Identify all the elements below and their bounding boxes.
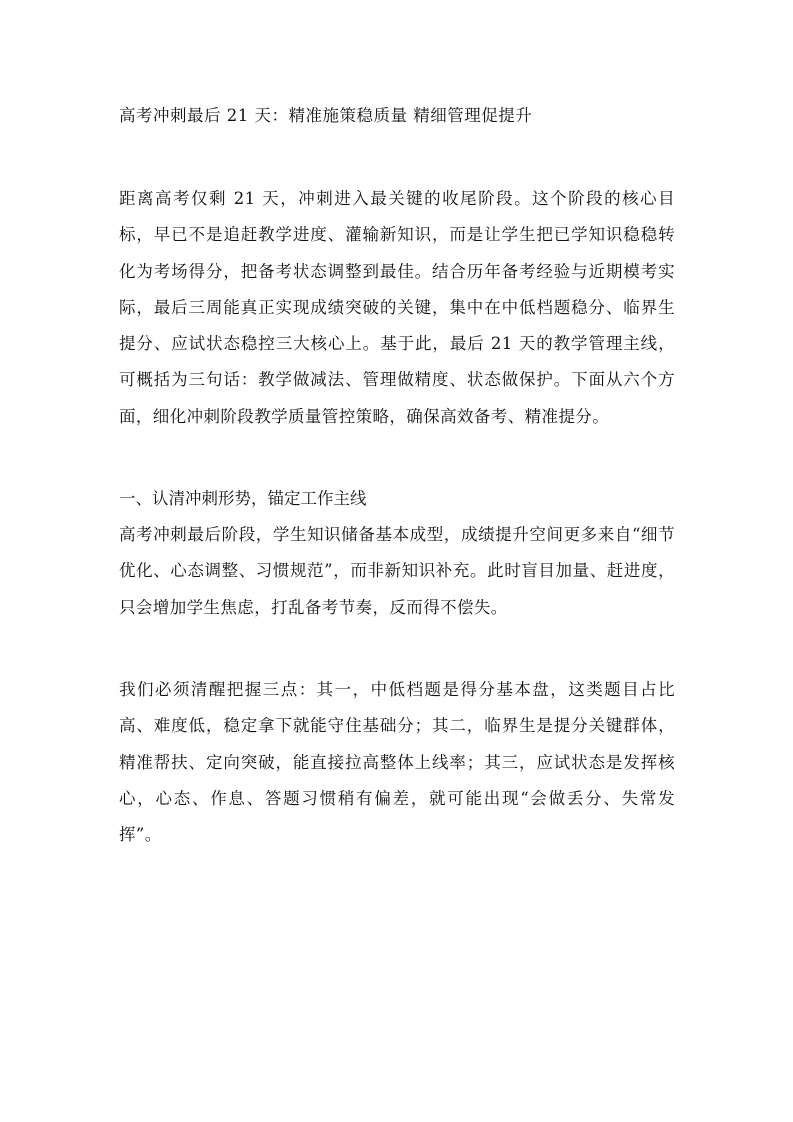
intro-paragraph: 距离高考仅剩 21 天，冲刺进入最关键的收尾阶段。这个阶段的核心目标，早已不是追赶教学进度、灌输新知识，而是让学生把已学知识稳稳转化为考场得分，把备考状态调整到最佳。结合历年备考经验与近期模考实际，最后三周能真正实现成绩突破的关键，集中在中低档题稳分、临界生提分、应试状态稳控三大核心上。基于此，最后 21 天的教学管理主线，可概括为三句话：教学做减法、管理做精度、状态做保护。下面从六个方面，细化冲刺阶段教学质量管控策略，确保高效备考、精准提分。	[119, 189, 675, 426]
section-paragraph: 高考冲刺最后阶段，学生知识储备基本成型，成绩提升空间更多来自“细节优化、心态调整、习惯规范”，而非新知识补充。此时盲目加量、赶进度，只会增加学生焦虑，打乱备考节奏，反而得不偿失。	[119, 525, 675, 617]
section-paragraph: 我们必须清醒把握三点：其一，中低档题是得分基本盘，这类题目占比高、难度低，稳定拿下就能守住基础分；其二，临界生是提分关键群体，精准帮扶、定向突破，能直接拉高整体上线率；其三，应试状态是发挥核心，心态、作息、答题习惯稍有偏差，就可能出现“会做丢分、失常发挥”。	[119, 679, 675, 845]
document-title: 高考冲刺最后 21 天：精准施策稳质量 精细管理促提升	[119, 106, 533, 125]
document-body	[119, 103, 675, 853]
spacer	[119, 626, 675, 672]
spacer	[119, 435, 675, 481]
section-heading: 一、认清冲刺形势，锚定工作主线	[119, 489, 367, 509]
spacer	[119, 129, 675, 181]
